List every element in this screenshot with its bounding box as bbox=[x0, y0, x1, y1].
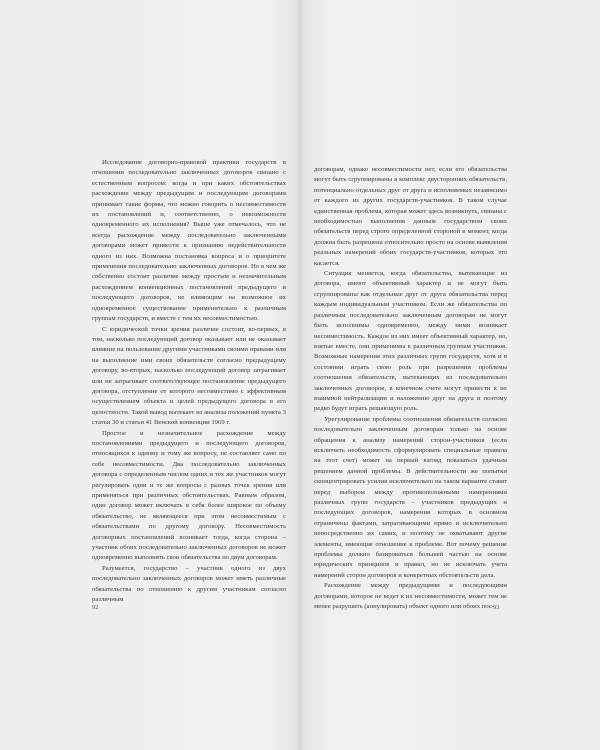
right-page bbox=[300, 0, 600, 750]
right-page-text bbox=[314, 165, 507, 612]
paragraph: Урегулирование проблемы соотношения обязательств согласно последовательно заключенным договорам только на основе обращения к анализу намерений сторон-участников (если исключить необходимость сформулировать специальные правила на этот счет) может на первый взгляд показаться удачным решением данной проблемы. В действительности же попытки сконцентрировать усилия исключительно на таком варианте ставят перед выбором между противоположными намерениями различных групп государств – участников предыдущих и последующих договоров, намерения которых в основном ограничены фактами, затрагивающими прямо и исключительно непосредственно их самих, и поэтому не охватывают другие элементы, имеющие отношение к проблеме. Вот почему решение проблемы должно базироваться большей частью на основе юридических принципов и правил, но не исключать учета намерений сторон договоров и конкретных обстоятельств дела. bbox=[314, 415, 507, 579]
paragraph: Ситуация меняется, когда обязательства, вытекающие из договора, имеют объективный характер и не могут быть сгруппированы как отдельные друг от друга обязательства перед каждым индивидуальным участником. Если же обязательства по различным последовательно заключенным договорам не могут быть исполнимы одновременно, между ними возникает несовместимость. Каждое из них имеет объективный характер, но, взятые вместе, они применимы к различным группам участников. Возможные намерения этих различных групп государств, хотя и в состоянии играть свою роль при разрешении проблемы соотношения обязательств, вытекающих из последовательно заключенных договоров, в конечном счете могут привести к их взаимной нейтрализации и наложению друг на друга и поэтому редко будут играть решающую роль. bbox=[314, 270, 507, 413]
left-page-text bbox=[92, 158, 286, 605]
paragraph: Расхождение между предыдущими и последующими договорами, которое не ведет к их несовместимости, может тем не менее разрушить (аннулировать) объект одного или обоих пос- bbox=[314, 582, 507, 611]
paragraph: договорам, однако несовместимости нет, если его обязательства могут быть сгруппированы в комплекс двусторонних обязательств, потенциально отдельных друг от друга и исполняемых независимо от каждого из других государств-участников. В таком случае единственная проблема, которая может здесь возникнуть, связана с необходимостью выполнения данным государством своих обязательств перед строго определенной стороной в момент, когда должна быть разрешена относительно просто на основе выявления реальных намерений обоих государств-участников, которых это касается. bbox=[314, 166, 507, 267]
page-number: 93 bbox=[493, 604, 500, 611]
paragraph: Исследование договорно-правовой практики государств в отношении последовательно заключенных договоров связано с естественным вопросом: когда и при каких обстоятельствах расхождение между предыдущим и последующим договорами принимает такие формы, что можно говорить о несовместимости их постановлений и, соответственно, о невозможности одновременного их исполнения? Выше уже отмечалось, что не всегда расхождение между последовательно заключенными договорами может привести к признанию недействительности одного из них. Возможна постановка вопроса и о приоритете применения последовательно заключенных договоров. Но в чем же собственно состоит различие между простым и незначительным расхождением конвенционных постановлений предыдущего и последующего договоров, не влияющим на возможное их одновременное существование применительно к различным группам государств, и вместе с тем их несовместимостью. bbox=[92, 159, 286, 323]
paragraph: Простое и незначительное расхождение между постановлениями предыдущего и последующего договоров, относящихся к одному и тому же вопросу, не составляет само по себе несовместимости. Два последовательно заключенных договора с определенным числом одних и тех же участников могут регулировать одни и те же вопросы с разных точек зрения или применяться при различных обстоятельствах. Равным образом, один договор может включать в себя более широкое по объему обязательство, не являющееся при этом несовместимым с обязательствами по другому договору. Несовместимость договорных постановлений возникает тогда, когда сторона – участник обоих последовательно заключенных договоров не может одновременно выполнять свои обязательства по двум договорам. bbox=[92, 429, 286, 562]
paragraph: С юридической точки зрения различие состоит, во-первых, в том, насколько последующий договор оказывает или не оказывает влияние на пользование другими участниками своими правами или на выполнение ими своих обязательств согласно предыдущему договору, во-вторых, насколько последующий договор затрагивает или не затрагивает соответствующее постановление предыдущего договора, отступление от которого несовместимо с эффективным осуществлением объекта и целей предыдущего договора в его целостности. Такой вывод вытекает из анализа положений пункта 3 статьи 30 и статьи 41 Венской конвенции 1969 г. bbox=[92, 325, 286, 427]
page-number: 92 bbox=[92, 604, 99, 611]
paragraph: Разумеется, государство – участник одного из двух последовательно заключенных договоров может иметь различные обязательства по отношению к другим участникам согласно различным bbox=[92, 564, 286, 604]
